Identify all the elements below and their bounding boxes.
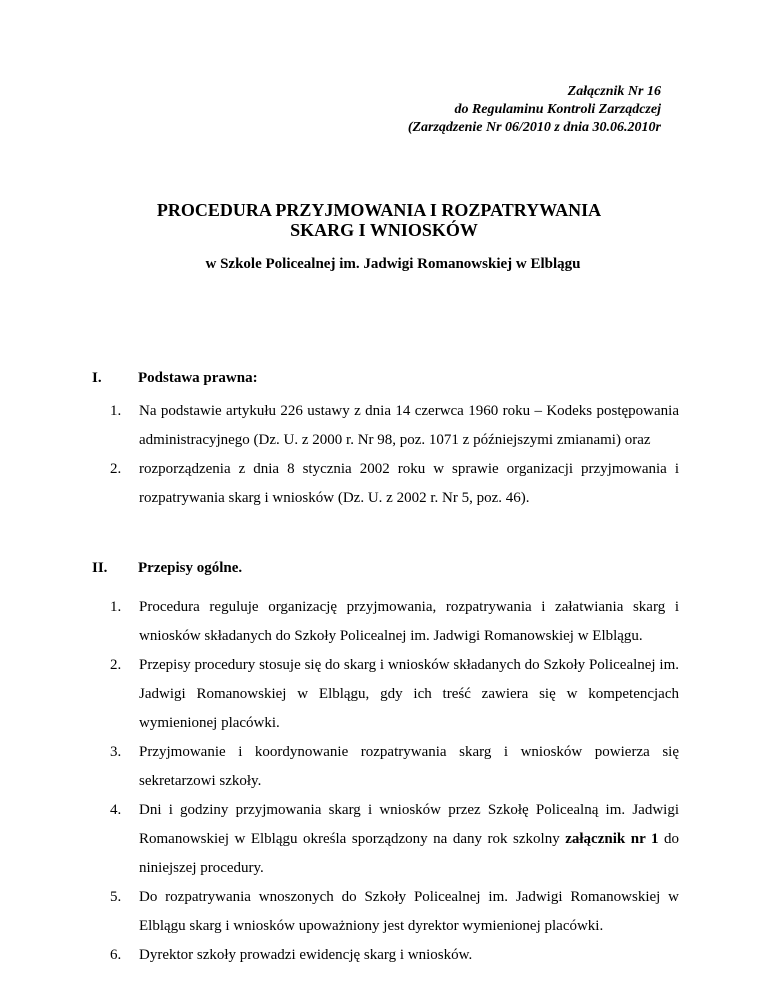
item-number: 6. [110, 947, 122, 963]
section-heading-legal-basis [92, 368, 258, 388]
section-title: Przepisy ogólne. [138, 560, 243, 576]
item-number: 3. [110, 744, 122, 760]
list-item [110, 796, 679, 883]
list-item [110, 941, 679, 970]
annex-number: Załącznik Nr 16 [567, 84, 661, 99]
annex-reference: załącznik nr 1 [565, 831, 659, 847]
list-item [110, 651, 679, 738]
annex-order: (Zarządzenie Nr 06/2010 z dnia 30.06.2010r [407, 120, 661, 135]
section-numeral: II. [92, 560, 108, 576]
section-numeral: I. [92, 370, 102, 386]
item-number: 5. [110, 889, 122, 905]
list-item [110, 883, 679, 941]
item-text: Na podstawie artykułu 226 ustawy z dnia 14 czerwca 1960 roku – Kodeks postępowania administracyjnego (Dz. U. z 2000 r. Nr 98, poz. 1071 z późniejszymi zmianami) oraz [139, 403, 679, 448]
item-text: Przyjmowanie i koordynowanie rozpatrywania skarg i wniosków powierza się sekretarzowi szkoły. [139, 744, 679, 789]
section-heading-general-provisions [92, 558, 242, 578]
item-number: 1. [110, 403, 122, 419]
item-number: 4. [110, 802, 122, 818]
document-title [0, 200, 768, 240]
general-provisions-list [110, 593, 679, 970]
section-title: Podstawa prawna: [138, 370, 258, 386]
item-text: rozporządzenia z dnia 8 stycznia 2002 roku w sprawie organizacji przyjmowania i rozpatrywania skarg i wniosków (Dz. U. z 2002 r. Nr 5, poz. 46). [139, 461, 679, 506]
item-text-after: do niniejszej procedury. [139, 831, 679, 876]
item-text: Procedura reguluje organizację przyjmowania, rozpatrywania i załatwiania skarg i wniosków składanych do Szkoły Policealnej im. Jadwigi Romanowskiej w Elblągu. [139, 599, 679, 644]
legal-basis-list [110, 397, 679, 513]
annex-header [408, 83, 661, 137]
annex-regulation: do Regulaminu Kontroli Zarządczej [454, 102, 661, 117]
list-item [110, 593, 679, 651]
item-number: 1. [110, 599, 122, 615]
item-text: Dyrektor szkoły prowadzi ewidencję skarg i wniosków. [139, 947, 473, 963]
item-text-before: Dni i godziny przyjmowania skarg i wniosków przez Szkołę Policealną im. Jadwigi Romanowskiej w Elblągu określa sporządzony na dany rok szkolny [139, 802, 679, 847]
list-item [110, 738, 679, 796]
list-item [110, 455, 679, 513]
item-number: 2. [110, 461, 122, 477]
list-item [110, 397, 679, 455]
item-text: Do rozpatrywania wnoszonych do Szkoły Policealnej im. Jadwigi Romanowskiej w Elblągu skarg i wniosków upoważniony jest dyrektor wymienionej placówki. [139, 889, 679, 934]
title-line-2: SKARG I WNIOSKÓW [290, 220, 478, 240]
item-text: Przepisy procedury stosuje się do skarg i wniosków składanych do Szkoły Policealnej im. Jadwigi Romanowskiej w Elblągu, gdy ich treść zawiera się w kompetencjach wymienionej placówki. [139, 657, 679, 731]
title-line-1: PROCEDURA PRZYJMOWANIA I ROZPATRYWANIA [156, 200, 602, 220]
document-subtitle: w Szkole Policealnej im. Jadwigi Romanowskiej w Elblągu [205, 256, 581, 272]
item-number: 2. [110, 657, 122, 673]
